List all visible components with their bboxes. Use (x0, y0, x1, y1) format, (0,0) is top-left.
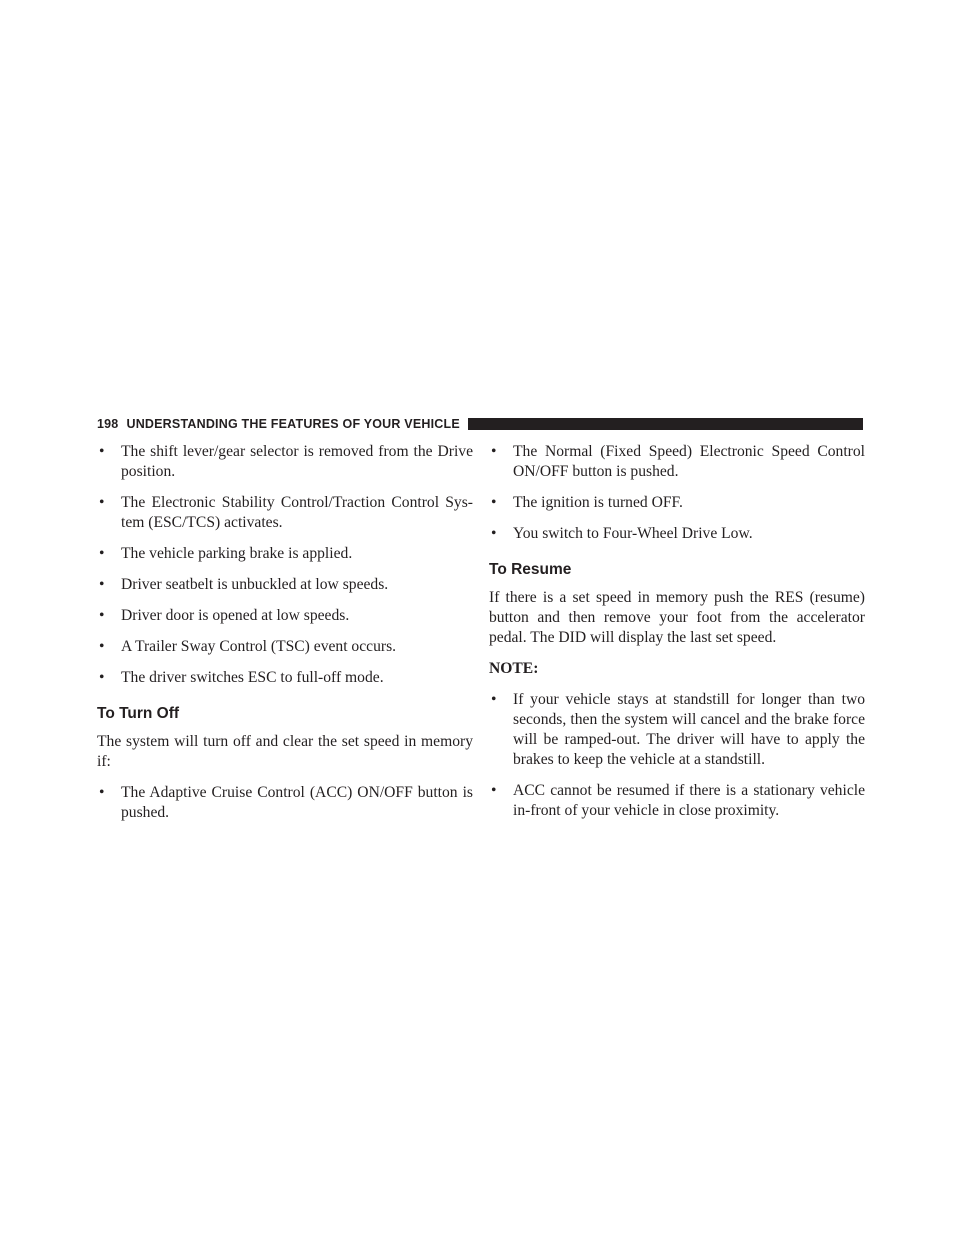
list-item-text: The Electronic Stability Control/Traction Control Sys- tem (ESC/TCS) activates. (121, 494, 473, 531)
list-item (97, 783, 473, 823)
resume-text: If there is a set speed in memory push the RES (resume) button and then remove your foot from the accelerator pedal. The DID will display the last set speed. (489, 589, 865, 646)
list-item (97, 668, 473, 688)
list-item (97, 637, 473, 657)
note-label: NOTE: (489, 660, 539, 677)
bullet-icon: • (99, 494, 105, 511)
list-item (489, 442, 865, 482)
list-item-text: Driver seatbelt is unbuckled at low speeds. (121, 576, 389, 593)
list-item (489, 781, 865, 821)
list-item-text: The vehicle parking brake is applied. (121, 545, 353, 562)
list-item (489, 493, 865, 513)
list-item-text: The shift lever/gear selector is removed from the Drive position. (121, 443, 473, 480)
list-item-text: The driver switches ESC to full-off mode. (121, 669, 384, 686)
list-item (97, 544, 473, 564)
list-item-text: Driver door is opened at low speeds. (121, 607, 350, 624)
list-item-text: ACC cannot be resumed if there is a stationary vehicle in-front of your vehicle in close proximity. (513, 782, 865, 819)
list-item-text: The Adaptive Cruise Control (ACC) ON/OFF button is pushed. (121, 784, 473, 821)
list-item-text: A Trailer Sway Control (TSC) event occurs. (121, 638, 397, 655)
section-heading-turn-off: To Turn Off (97, 705, 180, 722)
list-item (97, 575, 473, 595)
list-item-text: If your vehicle stays at standstill for longer than two seconds, then the system will cancel and the brake force will be ramped-out. The driver will have to apply the brakes to keep the vehicle at a standstill. (513, 691, 865, 768)
header-rule (468, 418, 863, 430)
list-item (97, 442, 473, 482)
bullet-icon: • (99, 638, 105, 655)
section-title: UNDERSTANDING THE FEATURES OF YOUR VEHICLE (126, 417, 460, 431)
bullet-icon: • (491, 494, 497, 511)
bullet-icon: • (99, 607, 105, 624)
bullet-icon: • (491, 691, 497, 708)
bullet-icon: • (99, 576, 105, 593)
list-item-text: The Normal (Fixed Speed) Electronic Speed Control ON/OFF button is pushed. (513, 443, 865, 480)
left-column (97, 442, 473, 834)
list-item-text: The ignition is turned OFF. (513, 494, 683, 511)
bullet-icon: • (99, 784, 105, 801)
bullet-icon: • (99, 545, 105, 562)
list-item (489, 524, 865, 544)
page-header (97, 417, 863, 431)
turn-off-intro: The system will turn off and clear the set speed in memory if: (97, 733, 473, 770)
bullet-icon: • (491, 443, 497, 460)
list-item (489, 690, 865, 770)
bullet-icon: • (491, 782, 497, 799)
bullet-icon: • (99, 669, 105, 686)
list-item (97, 493, 473, 533)
right-column (489, 442, 865, 832)
bullet-icon: • (491, 525, 497, 542)
list-item-text: You switch to Four-Wheel Drive Low. (513, 525, 753, 542)
page-number: 198 (97, 417, 119, 431)
bullet-icon: • (99, 443, 105, 460)
section-heading-resume: To Resume (489, 561, 572, 578)
list-item (97, 606, 473, 626)
